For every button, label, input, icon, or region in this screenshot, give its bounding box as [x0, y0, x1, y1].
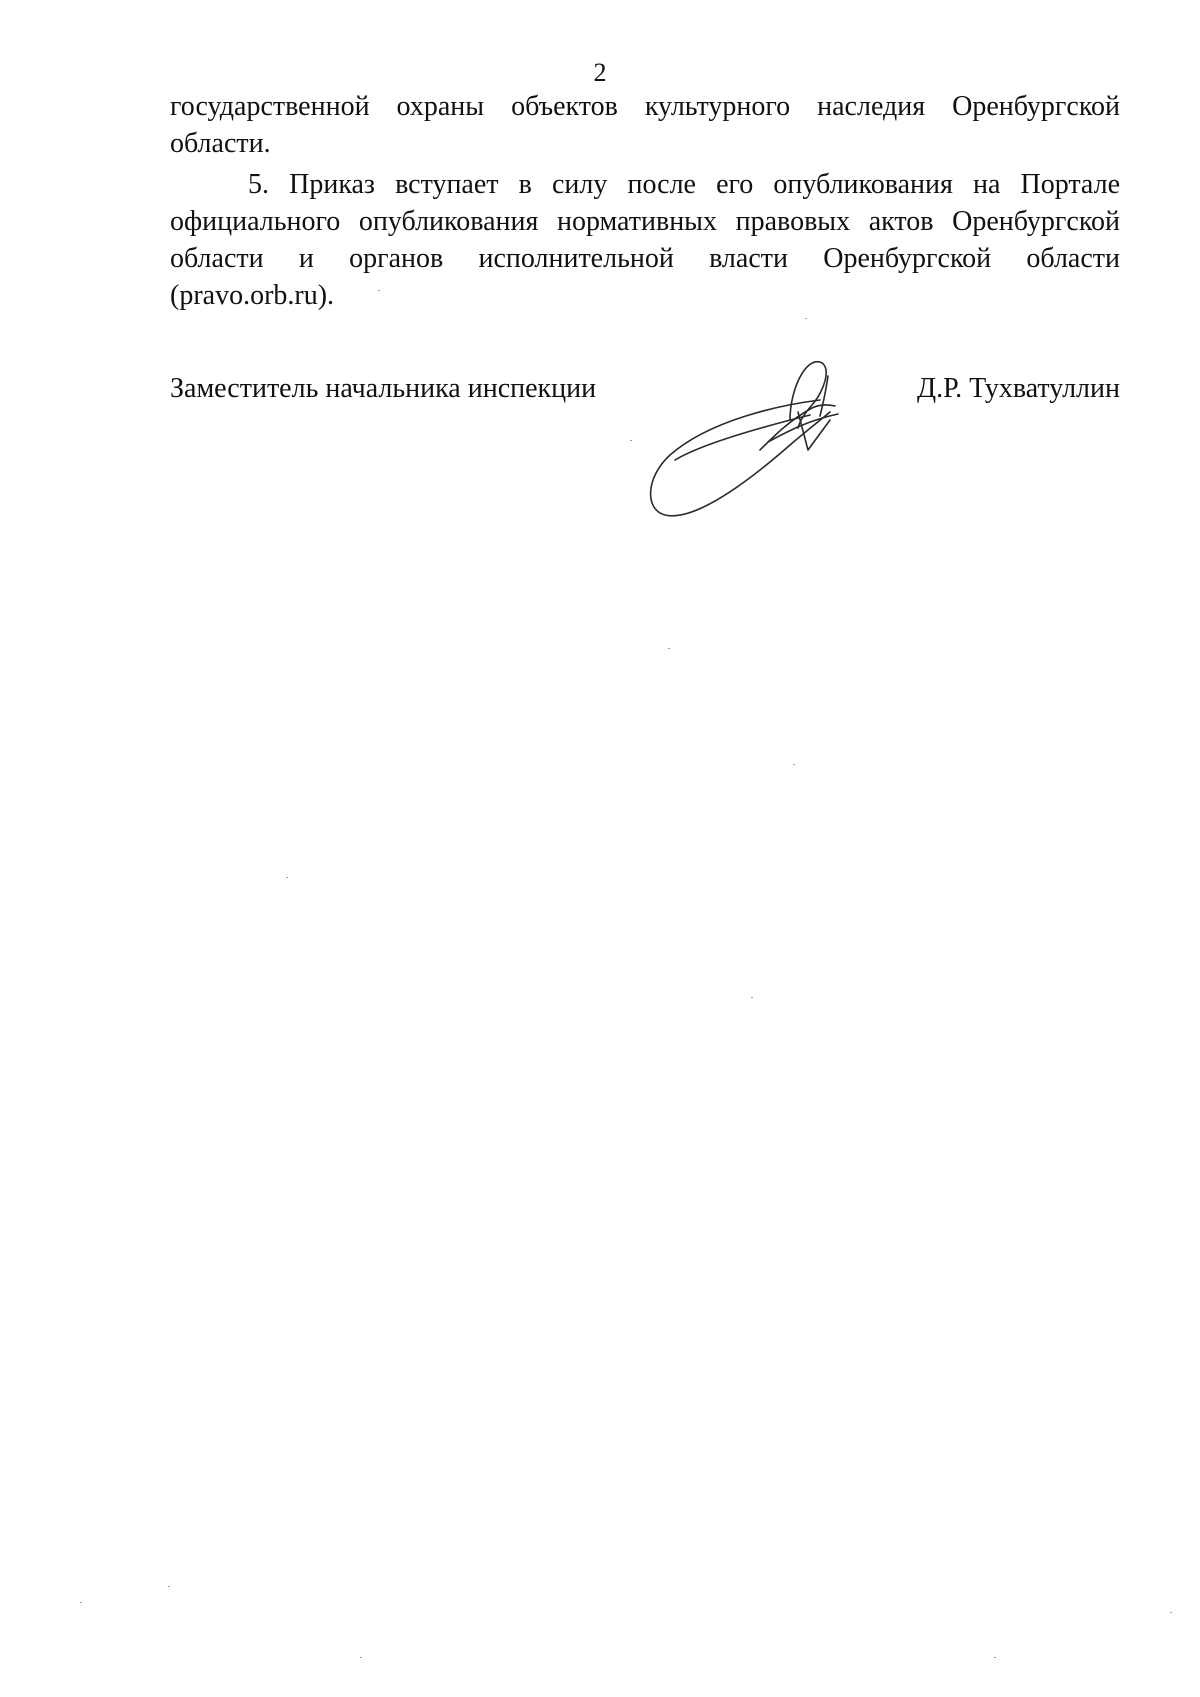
- scan-speck: [360, 1657, 362, 1658]
- scan-speck: [805, 318, 807, 319]
- scan-speck: [168, 1586, 170, 1587]
- handwritten-signature: [640, 360, 870, 520]
- scan-speck: [668, 648, 670, 649]
- scan-speck: [1170, 1612, 1172, 1613]
- paragraph-continuation: государственной охраны объектов культурного наследия Оренбургской области.: [170, 91, 1120, 159]
- scan-speck: [378, 290, 380, 291]
- scan-speck: [793, 764, 795, 765]
- signer-position: Заместитель начальника инспекции: [170, 373, 597, 404]
- scan-speck: [630, 440, 632, 441]
- scan-speck: [994, 1657, 996, 1658]
- document-body: [170, 88, 1120, 314]
- paragraph-item-5: 5. Приказ вступает в силу после его опубликования на Портале официального опубликования нормативных правовых актов Оренбургской области и органов исполнительной власти Оренбургской области (pravo.orb.ru).: [170, 169, 1120, 311]
- scan-speck: [751, 997, 753, 998]
- scan-speck: [286, 877, 288, 878]
- page-number: 2: [593, 58, 607, 87]
- scan-speck: [80, 1602, 82, 1603]
- signer-name: Д.Р. Тухватуллин: [917, 373, 1120, 404]
